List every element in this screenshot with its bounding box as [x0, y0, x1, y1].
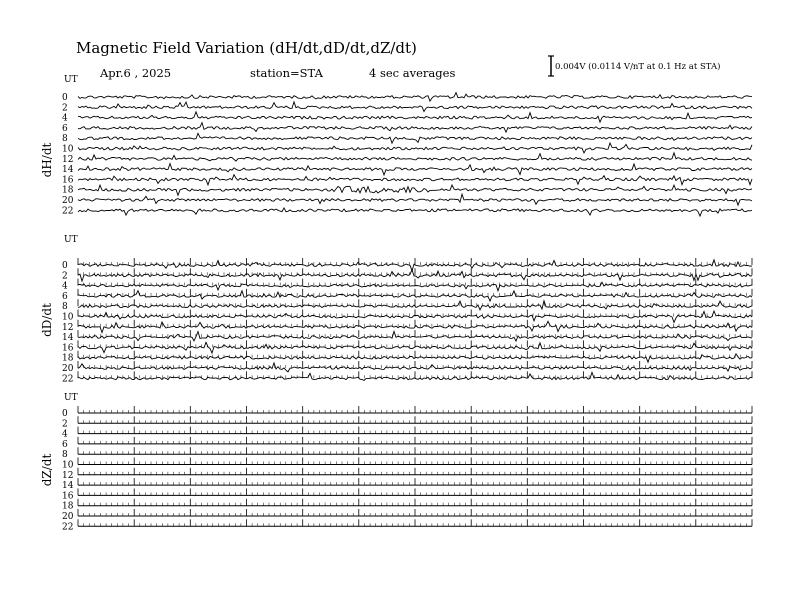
hour-tick-label: 16: [62, 343, 74, 354]
ut-label: UT: [64, 393, 78, 403]
panel-dD-dt: [40, 235, 752, 384]
hour-tick-label: 6: [62, 123, 68, 134]
hour-tick-label: 10: [62, 460, 74, 471]
panel-dH-dt: [40, 75, 752, 216]
panel-ylabel: dZ/dt: [40, 453, 54, 487]
hour-tick-label: 8: [62, 302, 68, 313]
hour-tick-label: 4: [62, 113, 68, 124]
hour-tick-label: 4: [62, 281, 68, 292]
ut-label: UT: [64, 235, 78, 245]
scale-bar-label: 0.004V (0.0114 V/nT at 0.1 Hz at STA): [555, 62, 721, 72]
trace-line: [78, 112, 752, 122]
averaging-label: 4 sec averages: [369, 66, 456, 80]
hour-tick-label: 6: [62, 439, 68, 450]
hour-tick-label: 10: [62, 144, 74, 155]
trace-line: [78, 153, 752, 161]
trace-line: [78, 185, 752, 195]
date-label: Apr.6 , 2025: [100, 66, 172, 80]
panel-dZ-dt: [40, 393, 752, 532]
hour-tick-label: 18: [62, 501, 74, 512]
trace-line: [78, 123, 752, 133]
trace-line: [78, 143, 752, 153]
hour-tick-label: 20: [62, 364, 74, 374]
hour-tick-label: 14: [62, 333, 74, 344]
hour-tick-label: 2: [62, 103, 68, 114]
hour-tick-label: 22: [62, 374, 74, 385]
hour-tick-label: 22: [62, 522, 74, 533]
hour-tick-label: 8: [62, 134, 68, 145]
trace-line: [78, 175, 752, 185]
trace-line: [78, 164, 752, 175]
hour-tick-label: 6: [62, 291, 68, 302]
hour-tick-label: 18: [62, 353, 74, 364]
trace-line: [78, 194, 752, 205]
trace-line: [78, 208, 752, 216]
trace-line: [78, 93, 752, 102]
panel-ylabel: dD/dt: [40, 303, 54, 337]
hour-tick-label: 2: [62, 271, 68, 282]
hour-tick-label: 14: [62, 481, 74, 492]
chart-title: Magnetic Field Variation (dH/dt,dD/dt,dZ/dt): [76, 39, 417, 57]
trace-line: [78, 133, 752, 143]
station-label: station=STA: [250, 66, 323, 80]
ut-label: UT: [64, 75, 78, 85]
hour-tick-label: 4: [62, 429, 68, 440]
trace-line: [78, 102, 752, 112]
hour-tick-label: 0: [62, 93, 68, 103]
hour-tick-label: 2: [62, 419, 68, 430]
hour-tick-label: 12: [62, 322, 74, 333]
hour-tick-label: 16: [62, 491, 74, 502]
hour-tick-label: 12: [62, 154, 74, 165]
hour-tick-label: 20: [62, 512, 74, 522]
panel-ylabel: dH/dt: [40, 142, 54, 178]
hour-tick-label: 12: [62, 470, 74, 481]
hour-tick-label: 10: [62, 312, 74, 323]
scale-bar: [548, 56, 720, 76]
hour-tick-label: 22: [62, 206, 74, 217]
hour-tick-label: 16: [62, 175, 74, 186]
panels-group: [40, 75, 752, 532]
hour-tick-label: 0: [62, 409, 68, 419]
hour-tick-label: 18: [62, 185, 74, 196]
hour-tick-label: 8: [62, 450, 68, 461]
hour-tick-label: 0: [62, 261, 68, 271]
hour-tick-label: 20: [62, 196, 74, 206]
hour-tick-label: 14: [62, 165, 74, 176]
